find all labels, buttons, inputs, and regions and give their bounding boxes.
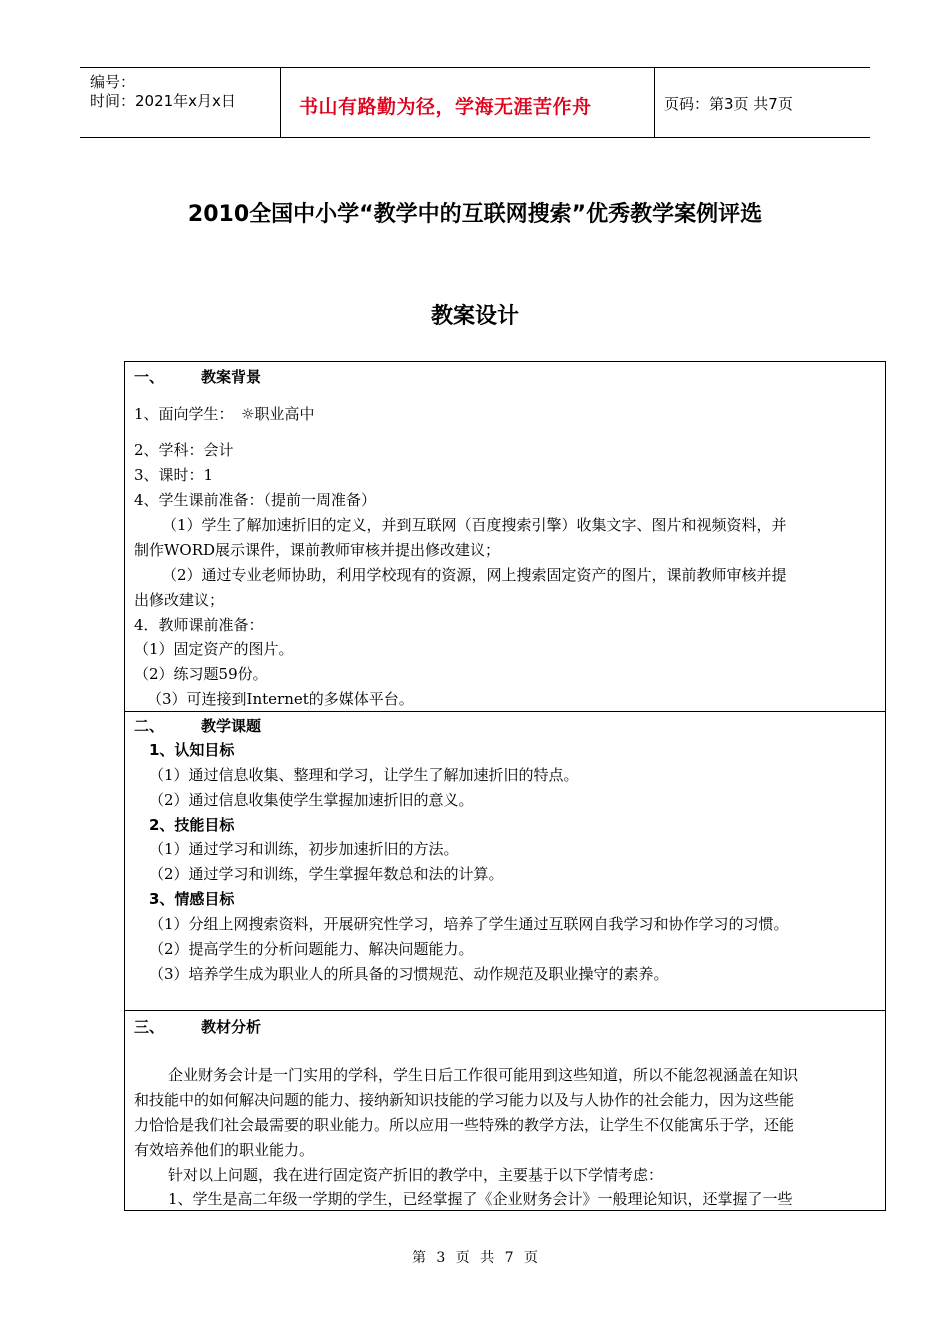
- section3-line: 企业财务会计是一门实用的学科，学生日后工作很可能用到这些知道，所以不能忽视涵盖在知识: [168, 1066, 799, 1084]
- section2-item: （2）提高学生的分析问题能力、解决问题能力。: [149, 940, 474, 958]
- document-title: 2010全国中小学“教学中的互联网搜索”优秀教学案例评选: [187, 202, 763, 227]
- motto: 书山有路勤为径，学海无涯苦作舟: [299, 96, 592, 118]
- section3-heading: 教材分析: [201, 1018, 262, 1036]
- section2-item: （1）分组上网搜索资料，开展研究性学习，培养了学生通过互联网自我学习和协作学习的习惯。: [149, 915, 789, 933]
- section2-item: （3）培养学生成为职业人的所具备的习惯规范、动作规范及职业操守的素养。: [149, 965, 669, 983]
- section1-line: 制作WORD展示课件，课前教师审核并提出修改建议；: [134, 541, 501, 559]
- section2-item: （2）通过学习和训练，学生掌握年数总和法的计算。: [149, 865, 504, 883]
- section1-line: （3）可连接到Internet的多媒体平台。: [147, 690, 414, 708]
- section1-line: 1、面向学生： ☼职业高中: [134, 405, 315, 423]
- section1-line: 4、学生课前准备：（提前一周准备）: [134, 491, 377, 509]
- number-label: 编号：: [90, 73, 136, 91]
- document-subtitle: 教案设计: [430, 304, 519, 329]
- lesson-plan-table: [124, 361, 886, 1211]
- section1-line: （2）练习题59份。: [134, 665, 268, 683]
- section2-subheading: 2、技能目标: [149, 816, 235, 834]
- section1-number: 一、: [134, 368, 165, 386]
- section2-item: （1）通过信息收集、整理和学习，让学生了解加速折旧的特点。: [149, 766, 579, 784]
- header-left-cell: [80, 68, 281, 137]
- page-footer: [0, 1247, 950, 1267]
- section2-number: 二、: [134, 717, 165, 735]
- section1-line: 出修改建议；: [134, 591, 225, 609]
- header-right-cell: [655, 68, 870, 137]
- section2-heading: 教学课题: [201, 717, 262, 735]
- section1-line: 2、学科：会计: [134, 441, 234, 459]
- section3-line: 1、学生是高二年级一学期的学生，已经掌握了《企业财务会计》一般理论知识，还掌握了一些: [168, 1190, 793, 1208]
- date-label: 时间：2021年x月x日: [90, 92, 236, 110]
- section3-line: 和技能中的如何解决问题的能力、接纳新知识技能的学习能力以及与人协作的社会能力，因为这些能: [134, 1091, 795, 1109]
- section3-line: 力恰恰是我们社会最需要的职业能力。所以应用一些特殊的教学方法，让学生不仅能寓乐于学，还能: [134, 1116, 795, 1134]
- section1-line: 3、课时：1: [134, 466, 214, 484]
- row-divider: [125, 1010, 885, 1011]
- row-divider: [125, 711, 885, 712]
- section2-item: （1）通过学习和训练，初步加速折旧的方法。: [149, 840, 459, 858]
- page-info: 页码：第3页 共7页: [664, 95, 793, 113]
- section2-subheading: 1、认知目标: [149, 741, 235, 759]
- section1-line: （1）固定资产的图片。: [134, 640, 294, 658]
- section3-line: 有效培养他们的职业能力。: [134, 1141, 315, 1159]
- section1-heading: 教案背景: [201, 368, 262, 386]
- header-table: [80, 67, 870, 138]
- section1-line: （2）通过专业老师协助，利用学校现有的资源，网上搜索固定资产的图片，课前教师审核并提: [162, 566, 787, 584]
- section2-item: （2）通过信息收集使学生掌握加速折旧的意义。: [149, 791, 474, 809]
- section2-subheading: 3、情感目标: [149, 890, 235, 908]
- section1-line: （1）学生了解加速折旧的定义，并到互联网（百度搜索引擎）收集文字、图片和视频资料，并: [162, 516, 787, 534]
- section3-line: 针对以上问题，我在进行固定资产折旧的教学中，主要基于以下学情考虑：: [168, 1166, 664, 1184]
- section1-line: 4．教师课前准备：: [134, 616, 264, 634]
- header-middle-cell: [281, 68, 655, 137]
- section3-number: 三、: [134, 1018, 165, 1036]
- footer-text: 第 3 页 共 7 页: [411, 1250, 539, 1266]
